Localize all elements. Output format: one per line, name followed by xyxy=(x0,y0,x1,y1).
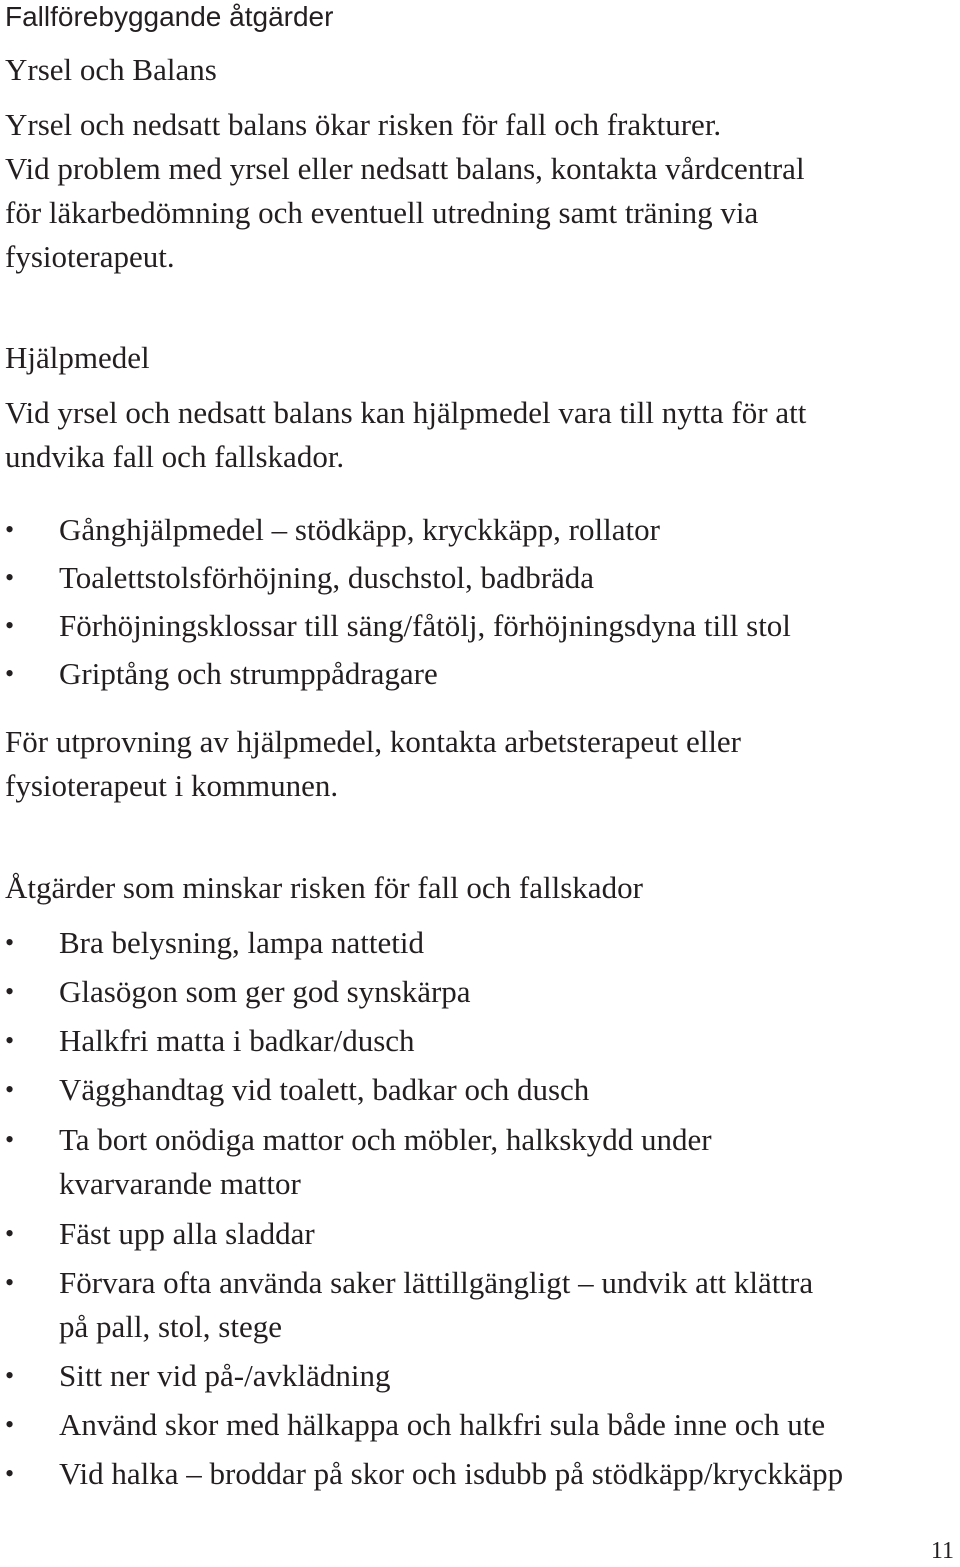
paragraph-line: undvika fall och fallskador. xyxy=(5,439,345,474)
paragraph-line: Vid problem med yrsel eller nedsatt balans, kontakta vårdcentral xyxy=(5,151,805,186)
list-item-text: Fäst upp alla sladdar xyxy=(59,1216,315,1251)
paragraph-line: För utprovning av hjälpmedel, kontakta arbetsterapeut eller xyxy=(5,724,742,759)
section-heading-yrsel: Yrsel och Balans xyxy=(5,52,217,87)
list-item-text: Ta bort onödiga mattor och möbler, halkskydd under xyxy=(59,1122,712,1157)
list-item-text: Förvara ofta använda saker lättillgängligt – undvik att klättra xyxy=(59,1265,814,1300)
bullet-icon: • xyxy=(5,1459,15,1488)
bullet-icon: • xyxy=(5,611,15,640)
list-item-text: Vid halka – broddar på skor och isdubb på stödkäpp/kryckkäpp xyxy=(59,1456,844,1491)
list-item-text-continued: kvarvarande mattor xyxy=(59,1166,301,1201)
list-item-text: Griptång och strumppådragare xyxy=(59,656,438,691)
bullet-icon: • xyxy=(5,563,15,592)
bullet-icon: • xyxy=(5,1410,15,1439)
list-item-text: Toalettstolsförhöjning, duschstol, badbräda xyxy=(59,560,595,595)
page-header-title: Fallförebyggande åtgärder xyxy=(5,1,334,32)
paragraph-line: fysioterapeut i kommunen. xyxy=(5,768,339,803)
bullet-icon: • xyxy=(5,977,15,1006)
list-item-text: Förhöjningsklossar till säng/fåtölj, förhöjningsdyna till stol xyxy=(59,608,791,643)
bullet-icon: • xyxy=(5,1219,15,1248)
paragraph-line: fysioterapeut. xyxy=(5,239,175,274)
bullet-icon: • xyxy=(5,1075,15,1104)
bullet-icon: • xyxy=(5,1026,15,1055)
list-item-text: Använd skor med hälkappa och halkfri sula både inne och ute xyxy=(59,1407,826,1442)
bullet-icon: • xyxy=(5,515,15,544)
paragraph-line: Yrsel och nedsatt balans ökar risken för fall och frakturer. xyxy=(5,107,722,142)
bullet-icon: • xyxy=(5,928,15,957)
list-item-text: Gånghjälpmedel – stödkäpp, kryckkäpp, rollator xyxy=(59,512,660,547)
section-heading-atgarder: Åtgärder som minskar risken för fall och fallskador xyxy=(5,870,643,905)
bullet-icon: • xyxy=(5,1361,15,1390)
paragraph-line: för läkarbedömning och eventuell utredning samt träning via xyxy=(5,195,759,230)
bullet-icon: • xyxy=(5,1125,15,1154)
bullet-icon: • xyxy=(5,659,15,688)
list-item-text: Vägghandtag vid toalett, badkar och dusch xyxy=(59,1072,590,1107)
paragraph-line: Vid yrsel och nedsatt balans kan hjälpmedel vara till nytta för att xyxy=(5,395,807,430)
list-item-text: Halkfri matta i badkar/dusch xyxy=(59,1023,415,1058)
list-item-text: Glasögon som ger god synskärpa xyxy=(59,974,471,1009)
list-item-text-continued: på pall, stol, stege xyxy=(59,1309,282,1344)
page-number: 11 xyxy=(930,1538,954,1564)
list-item-text: Sitt ner vid på-/avklädning xyxy=(59,1358,391,1393)
bullet-icon: • xyxy=(5,1268,15,1297)
section-heading-hjalpmedel: Hjälpmedel xyxy=(5,340,150,375)
list-item-text: Bra belysning, lampa nattetid xyxy=(59,925,425,960)
